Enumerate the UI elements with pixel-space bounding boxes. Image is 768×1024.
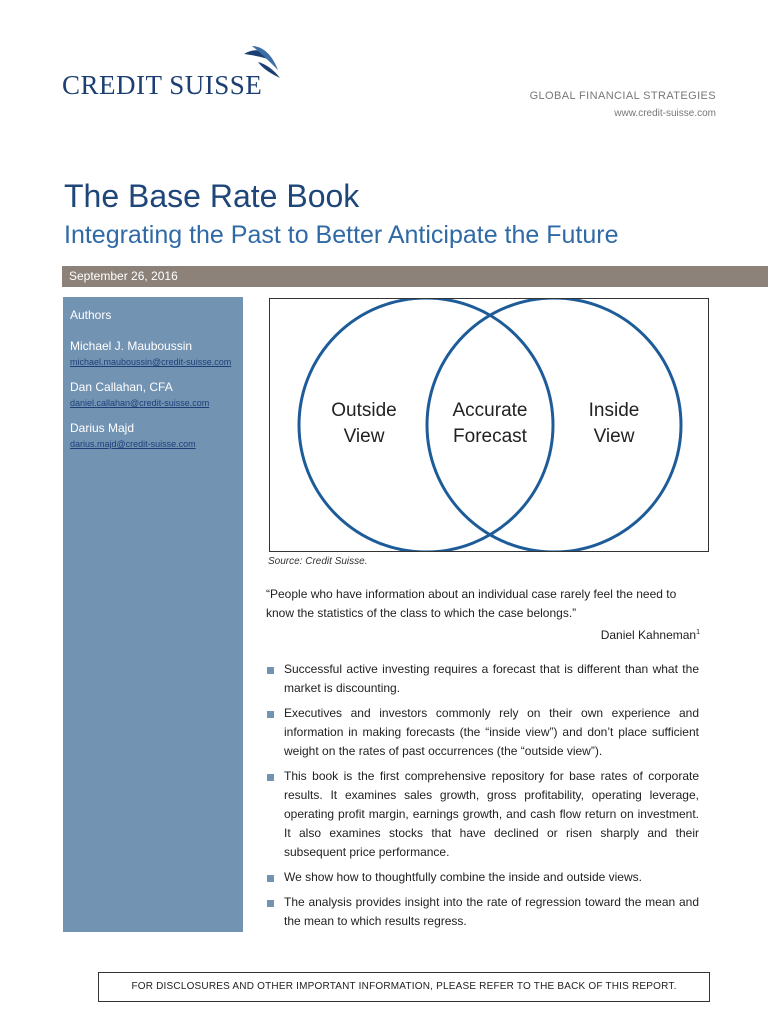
credit-suisse-logo [62,44,282,104]
authors-sidebar [63,297,243,932]
footnote-marker: 1 [696,629,700,636]
report-subtitle: Integrating the Past to Better Anticipate the Future [64,221,619,249]
bullet-square-icon [267,711,274,718]
author-entry [70,421,196,449]
list-item: Successful active investing requires a forecast that is different than what the market is discounting. [266,660,699,698]
bullet-square-icon [267,900,274,907]
disclosure-text: FOR DISCLOSURES AND OTHER IMPORTANT INFORMATION, PLEASE REFER TO THE BACK OF THIS REPORT. [131,981,677,992]
author-email-link[interactable]: darius.majd@credit-suisse.com [70,439,196,449]
list-item: This book is the first comprehensive repository for base rates of corporate results. It examines sales growth, gross profitability, operating leverage, operating profit margin, earnings growth, and cash flow return on investment. It also examines stocks that have declined or risen sharply and their subsequent price performance. [266,767,699,862]
kahneman-quote: “People who have information about an individual case rarely feel the need to know the statistics of the class to which the case belongs.” [266,587,677,620]
accurate-forecast-label: Accurate Forecast [452,400,528,447]
figure-source: Source: Credit Suisse. [268,556,368,567]
division-name: GLOBAL FINANCIAL STRATEGIES [529,90,716,102]
list-item: We show how to thoughtfully combine the inside and outside views. [266,868,699,887]
key-points-list [266,660,699,937]
author-email-link[interactable]: daniel.callahan@credit-suisse.com [70,398,210,408]
author-entry [70,380,209,408]
author-name: Darius Majd [70,421,135,435]
inside-view-label: Inside View [588,400,640,447]
author-name: Dan Callahan, CFA [70,380,173,394]
outside-view-label: Outside View [331,400,397,447]
bullet-square-icon [267,667,274,674]
report-date: September 26, 2016 [69,269,178,283]
report-title: The Base Rate Book [64,178,360,214]
author-name: Michael J. Mauboussin [70,339,193,353]
header-info [530,90,716,119]
quote-author: Daniel Kahneman [600,628,697,642]
author-email-link[interactable]: michael.mauboussin@credit-suisse.com [70,357,232,367]
date-bar [62,266,768,287]
list-item: The analysis provides insight into the rate of regression toward the mean and the mean to which results regress. [266,893,699,931]
quote-attribution [601,628,700,642]
website-link[interactable]: www.credit-suisse.com [614,108,716,119]
author-entry [70,339,231,367]
list-item: Executives and investors commonly rely on their own experience and information in making forecasts (the “inside view”) and don’t place sufficient weight on the rates of past occurrences (the “outside view”). [266,704,699,761]
disclosure-footer [98,972,710,1002]
bullet-square-icon [267,774,274,781]
venn-figure [269,298,709,552]
bullet-square-icon [267,875,274,882]
authors-heading: Authors [70,308,112,322]
logo-wordmark: CREDIT SUISSE [62,70,263,100]
